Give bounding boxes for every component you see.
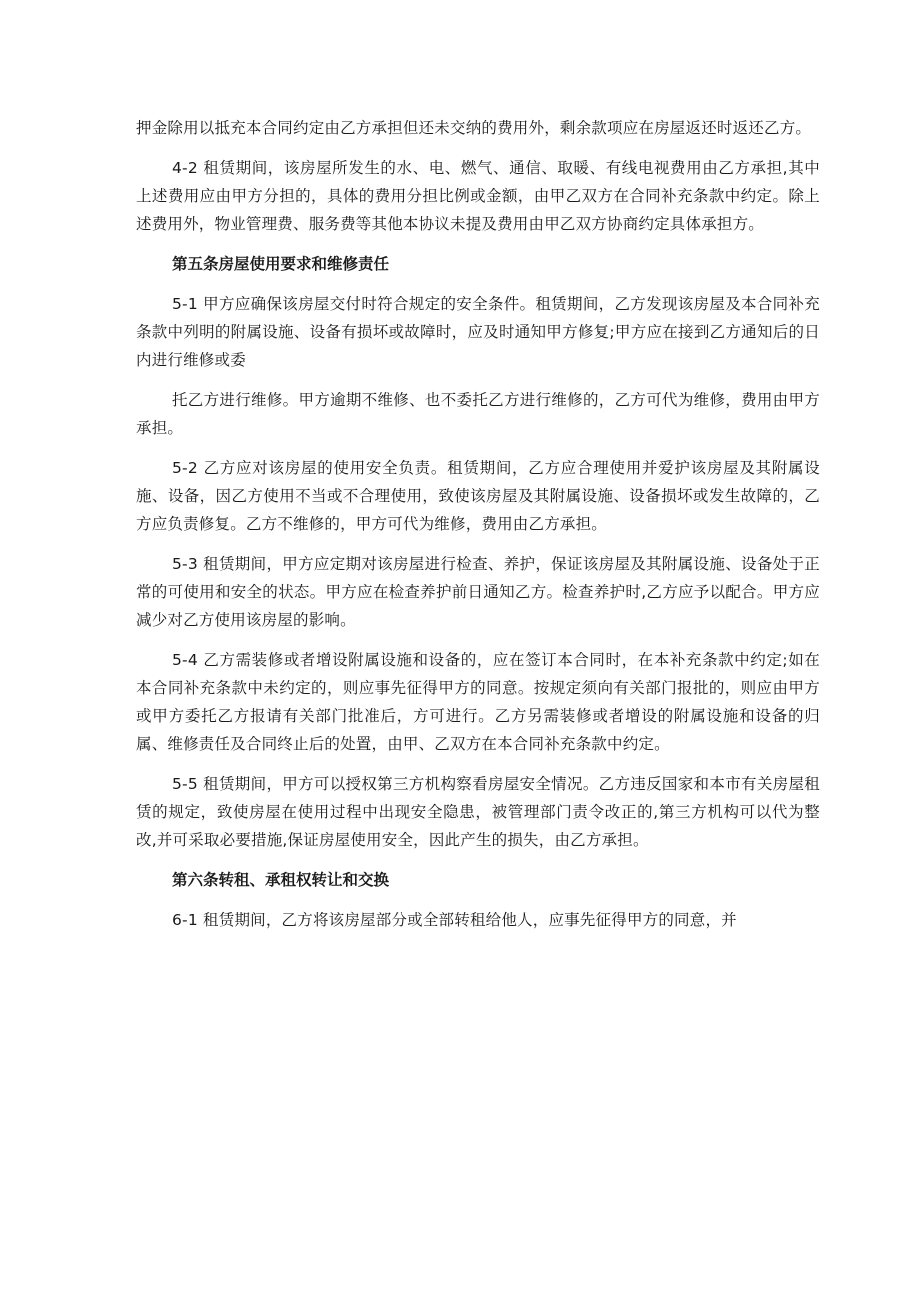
paragraph-4-2: 4-2 租赁期间，该房屋所发生的水、电、燃气、通信、取暖、有线电视费用由乙方承担,其中上述费用应由甲方分担的，具体的费用分担比例或金额，由甲乙双方在合同补充条款中约定。除上述费用外，物业管理费、服务费等其他本协议未提及费用由甲乙双方协商约定具体承担方。 xyxy=(136,159,820,233)
section-heading-article-6: 第六条转租、承租权转让和交换 xyxy=(172,871,390,889)
section-heading-article-5: 第五条房屋使用要求和维修责任 xyxy=(172,255,390,273)
paragraph-5-4: 5-4 乙方需装修或者增设附属设施和设备的，应在签订本合同时，在本补充条款中约定;如在本合同补充条款中未约定的，则应事先征得甲方的同意。按规定须向有关部门报批的，则应由甲方或甲方委托乙方报请有关部门批准后，方可进行。乙方另需装修或者增设的附属设施和设备的归属、维修责任及合同终止后的处置，由甲、乙双方在本合同补充条款中约定。 xyxy=(136,651,820,753)
paragraph-5-2: 5-2 乙方应对该房屋的使用安全负责。租赁期间，乙方应合理使用并爱护该房屋及其附属设施、设备，因乙方使用不当或不合理使用，致使该房屋及其附属设施、设备损坏或发生故障的，乙方应负责修复。乙方不维修的，甲方可代为维修，费用由乙方承担。 xyxy=(136,459,820,533)
paragraph-5-3: 5-3 租赁期间，甲方应定期对该房屋进行检查、养护，保证该房屋及其附属设施、设备处于正常的可使用和安全的状态。甲方应在检查养护前日通知乙方。检查养护时,乙方应予以配合。甲方应减少对乙方使用该房屋的影响。 xyxy=(136,555,820,629)
paragraph-5-1-continued: 托乙方进行维修。甲方逾期不维修、也不委托乙方进行维修的，乙方可代为维修，费用由甲方承担。 xyxy=(136,391,820,437)
paragraph-deposit-return: 押金除用以抵充本合同约定由乙方承担但还未交纳的费用外，剩余款项应在房屋返还时返还乙方。 xyxy=(136,119,812,137)
paragraph-6-1: 6-1 租赁期间，乙方将该房屋部分或全部转租给他人，应事先征得甲方的同意，并 xyxy=(172,911,737,929)
paragraph-5-1: 5-1 甲方应确保该房屋交付时符合规定的安全条件。租赁期间，乙方发现该房屋及本合同补充条款中列明的附属设施、设备有损坏或故障时，应及时通知甲方修复;甲方应在接到乙方通知后的日内进行维修或委 xyxy=(136,295,820,369)
paragraph-5-5: 5-5 租赁期间，甲方可以授权第三方机构察看房屋安全情况。乙方违反国家和本市有关房屋租赁的规定，致使房屋在使用过程中出现安全隐患，被管理部门责令改正的,第三方机构可以代为整改,并可采取必要措施,保证房屋使用安全，因此产生的损失，由乙方承担。 xyxy=(136,775,820,849)
